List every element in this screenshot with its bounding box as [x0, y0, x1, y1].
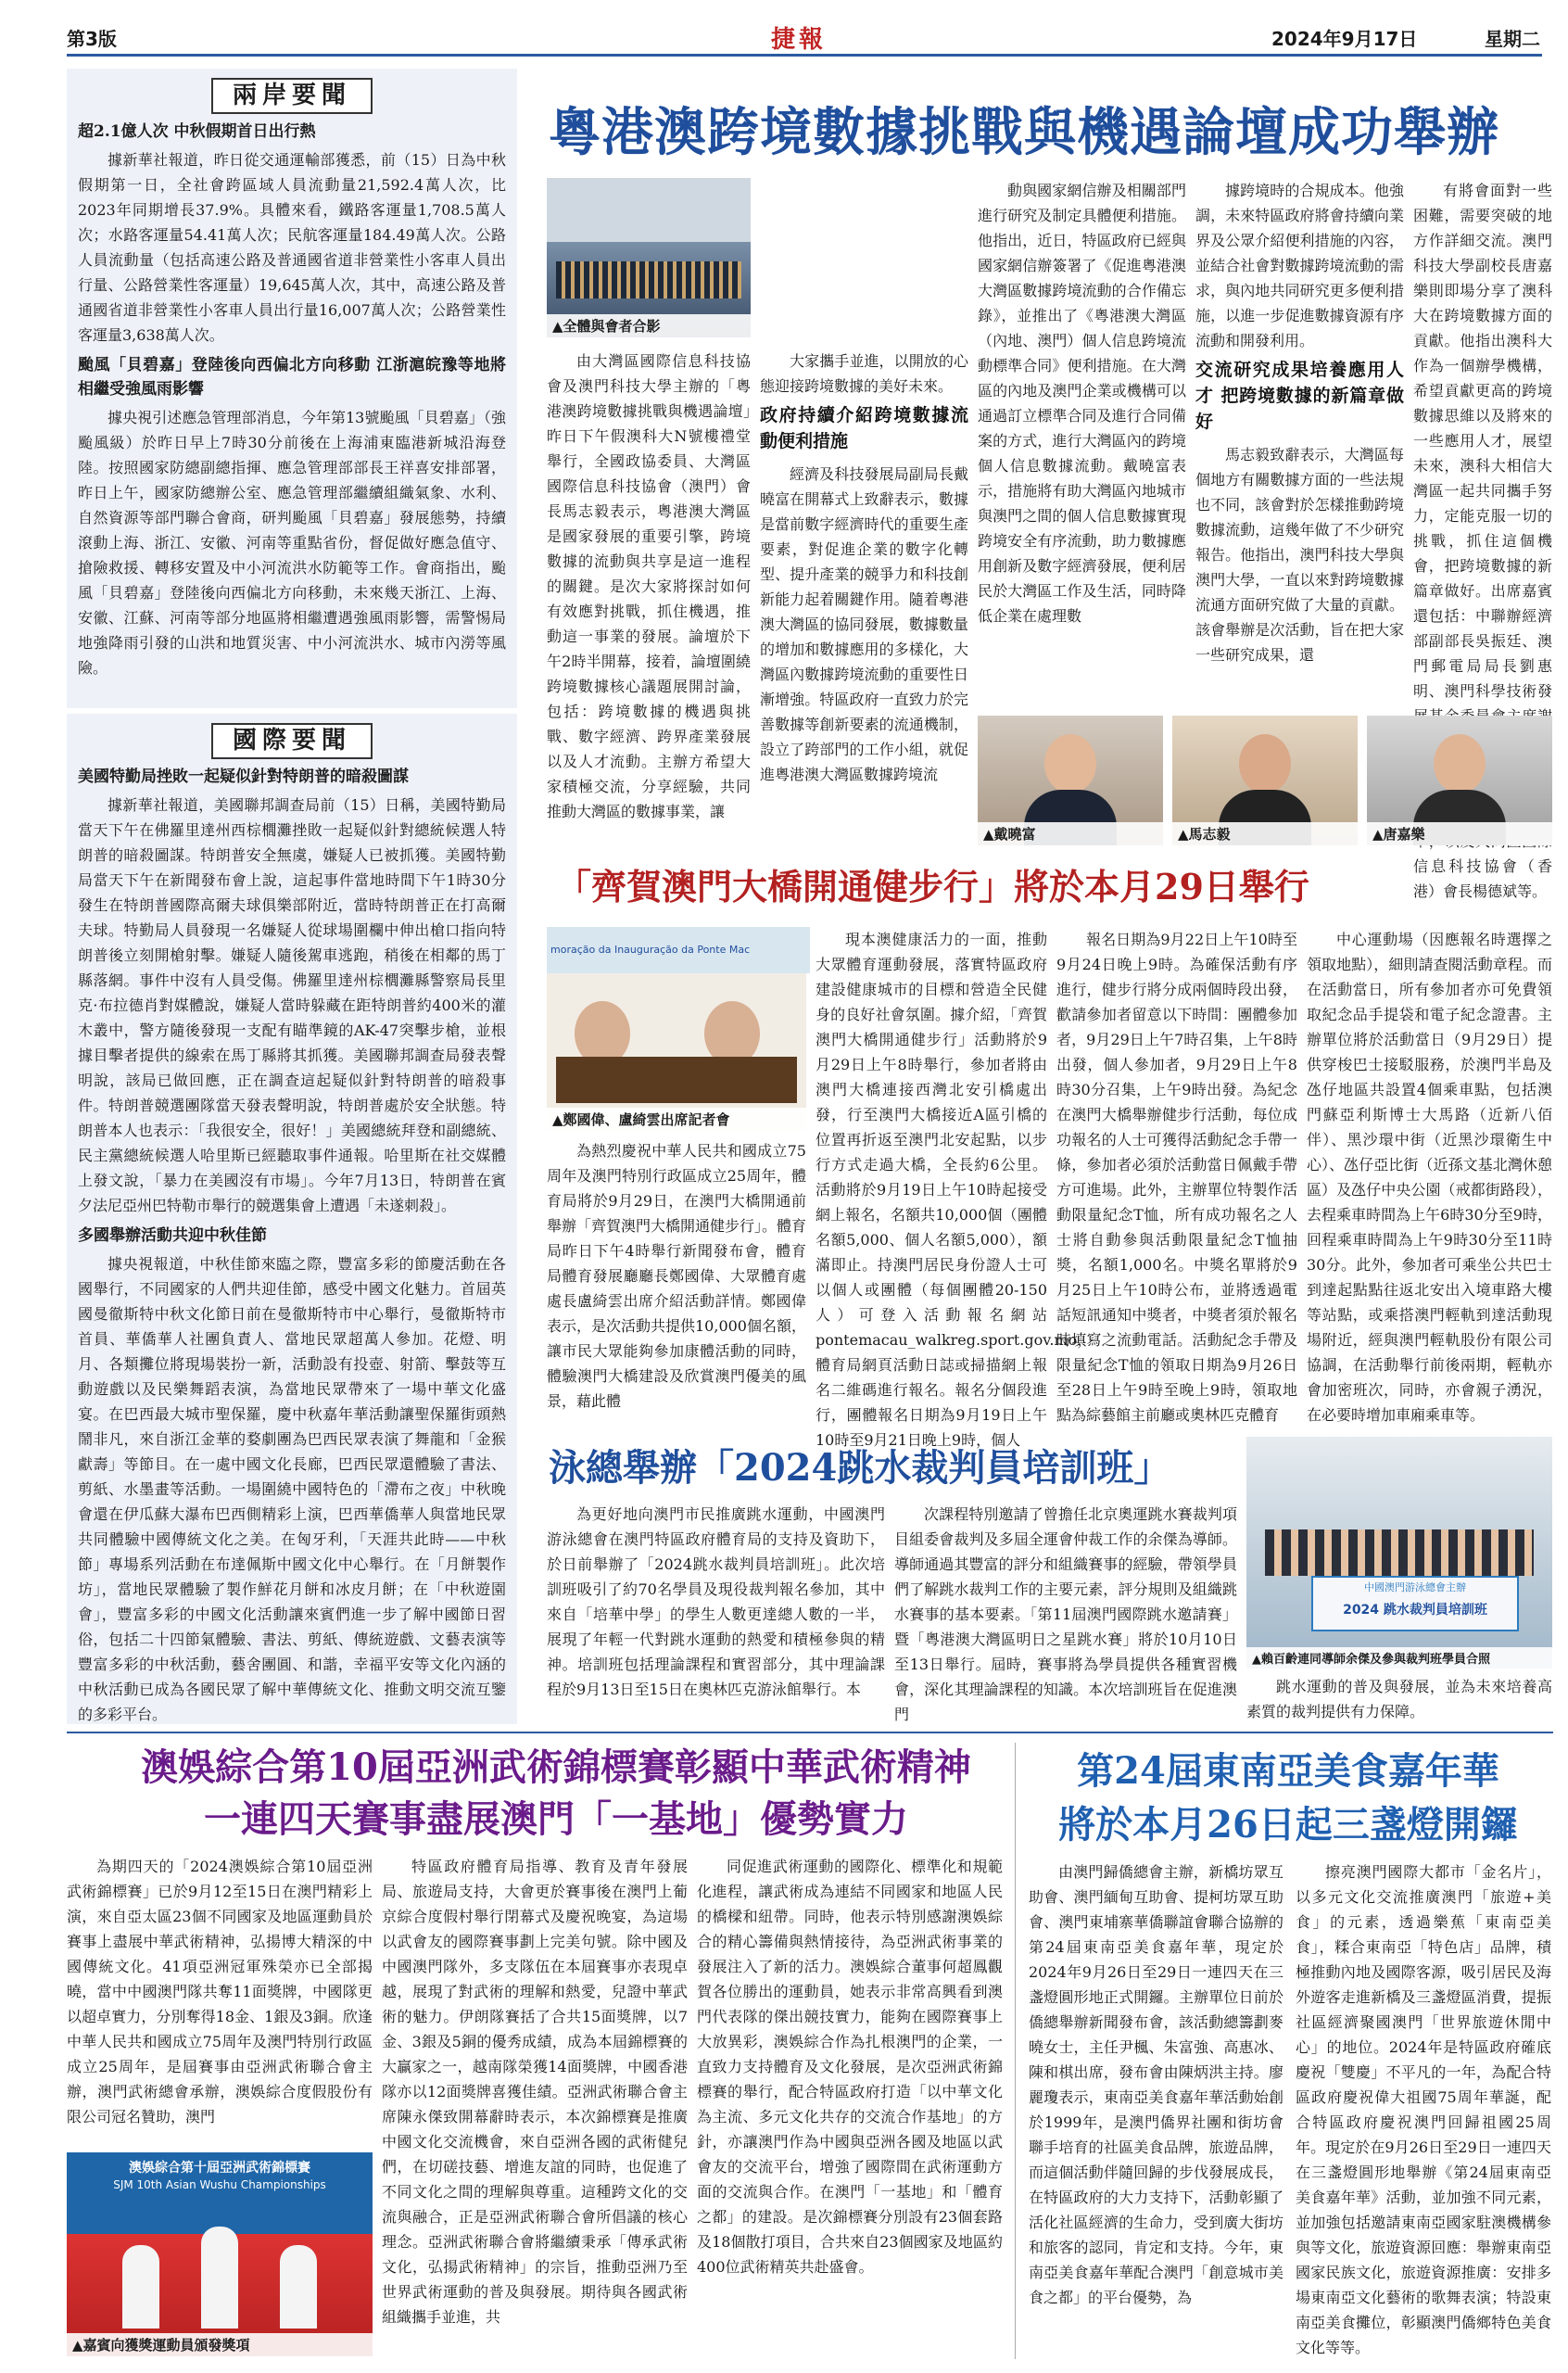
portrait-caption: ▲唐嘉樂	[1367, 822, 1552, 845]
bridge-col-3	[1056, 927, 1297, 1428]
article-text: 跳水運動的普及與發展，並為未來培養高素質的裁判提供有力保障。	[1246, 1678, 1552, 1720]
forum-col-1	[547, 349, 751, 820]
column-divider	[1015, 1743, 1016, 2359]
portrait-caption: ▲馬志毅	[1172, 822, 1358, 845]
newspaper-logo: 捷報	[771, 26, 828, 54]
food-headline-sub: 將於本月26日起三盞燈開鑼	[1058, 1803, 1518, 1846]
section-title-international: 國際要聞	[211, 723, 373, 759]
article-text: 擦亮澳門國際大都市「金名片」，以多元文化交流推廣澳門「旅遊+美食」的元素，透過樂蕉「東南亞美食」，糅合東南亞「特色店」品牌，積極推動內地及國際客源，吸引居民及海外遊客走進新橋及三盞燈區消費，提振社區經濟聚國澳門「世界旅遊休閒中心」的地位。2024年是特區政府確底慶祝「雙慶」不平凡的一年，為配合特區政府慶祝偉大祖國75周年華誕，配合特區政府慶祝澳門回歸祖國25周年。現定於在9月26日至29日一連四天在三盞燈圓形地舉辦《第24屆東南亞美食嘉年華》活動，並加強不同元素，並加強包括邀請東南亞國家駐澳機構參與等文化，旅遊資源回應：舉辦東南亞國家民族文化，旅遊資源推廣：安排多場東南亞文化藝術的歌舞表演；特設東南亞美食攤位，彰顯澳門僑鄉特色美食文化等等。	[1296, 1863, 1551, 2356]
article-text: 為熱烈慶祝中華人民共和國成立75周年及澳門特別行政區成立25周年，體育局將於9月29日，在澳門大橋開通前舉辦「齊賀澳門大橋開通健步行」。體育局昨日下午4時舉行新聞發布會，體育局體育發展廳廳長鄭國偉、大眾體育處處長盧綺雲出席介紹活動詳情。鄭國偉表示，是次活動共提供10,000個名額，讓市民大眾能夠參加康體活動的同時，體驗澳門大橋建設及欣賞澳門優美的風景，藉此體	[547, 1142, 807, 1410]
cross-strait-section	[67, 69, 517, 708]
article-text: 同促進武術運動的國際化、標準化和規範化進程，讓武術成為連結不同國家和地區人民的橋樑和紐帶。同時，他表示特別感謝澳娛綜合的精心籌備與熱情接待，為亞洲武術事業的發展注入了新的活力。澳娛綜合董事何超鳳觀賀各位勝出的運動員，她表示非常高興看到澳門代表隊的傑出競技實力，能夠在國際賽事上大放異彩，澳娛綜合作為扎根澳門的企業，一直致力支持體育及文化發展，是次亞洲武術錦標賽的舉行，配合特區政府打造「以中華文化為主流、多元文化共存的交流合作基地」的方針，亦讓澳門作為中國與亞洲各國及地區以武會友的交流平台，增強了國際間在武術運動方面的交流與合作。在澳門「一基地」和「體育之都」的建設。是次錦標賽分別設有23個套路及18個散打項目，合共來自23個國家及地區約400位武術精英共赴盛會。	[697, 1858, 1003, 2276]
diving-col-3	[1246, 1674, 1552, 1720]
news-title: 美國特勤局挫敗一起疑似針對特朗普的暗殺圖謀	[78, 768, 409, 786]
article-text: 經濟及科技發展局副局長戴曉富在開幕式上致辭表示，數據是當前數字經濟時代的重要生產要素，對促進企業的數字化轉型、提升產業的競爭力和科技創新能力起着關鍵作用。隨着粵港澳大灣區的協同發展，數據數量的增加和數據應用的多樣化，大灣區內數據跨境流動的重要性日漸增強。特區政府一直致力於完善數據等創新要素的流通機制，設立了跨部門的工作小組，就促進粵港澳大灣區數據跨境流	[760, 465, 968, 783]
forum-col-2	[760, 349, 968, 803]
photo-backdrop-banner: moração da Inauguração da Ponte Mac	[547, 927, 810, 973]
photo-banner-line: 2024 跳水裁判員培訓班	[1343, 1603, 1487, 1618]
diving-headline: 泳總舉辦「2024跳水裁判員培訓班」	[549, 1446, 1171, 1490]
wushu-col-2	[382, 1854, 688, 2359]
photo-banner-line: 中國澳門游泳總會主辦	[1364, 1581, 1466, 1593]
article-text: 中心運動場（因應報名時選擇之領取地點），細則請查閱活動章程。而在活動當日，所有參加者亦可免費領取紀念品手提袋和電子紀念證書。主辦單位將於活動當日（9月29日）提供穿梭巴士接駁服務，於澳門半島及氹仔地區共設置4個乘車點，包括澳門蘇亞利斯博士大馬路（近新八佰伴）、黑沙環中街（近黑沙環衛生中心）、氹仔亞比街（近孫文基北灣休憩區）及氹仔中央公園（戒都街路段），去程乘車時間為上午6時30分至9時，回程乘車時間為上午9時30分至11時30分。此外，參加者可乘坐公共巴士到達起點點往返北安出入境車路大樓等站點，或乘搭澳門輕軌到達活動現場附近，經與澳門輕軌股份有限公司協調，在活動舉行前後兩期，輕軌亦會加密班次，同時，亦會親子湧況，在必要時增加車廂乘車等。	[1307, 931, 1552, 1424]
wushu-award-photo	[67, 2152, 373, 2356]
section-divider	[67, 1732, 1553, 1733]
wushu-col-1	[67, 1854, 373, 2151]
news-body: 據新華社報道，美國聯邦調查局前（15）日稱，美國特勤局當天下午在佛羅里達州西棕櫚灘挫敗一起疑似針對總統候選人特朗普的暗殺圖謀。特朗普安全無虞，嫌疑人已被抓獲。美國特勤局當天下午在新聞發布會上說，這起事件當地時間下午1時30分發生在特朗普國際高爾夫球俱樂部附近，當時特朗普正在打高爾夫球。特勤局人員發現一名嫌疑人從球場圍欄中伸出槍口指向特朗普後立刻開槍射擊。嫌疑人隨後駕車逃跑，稍後在相鄰的馬丁縣落網。事件中沒有人員受傷。佛羅里達州棕櫚灘縣警察局長里克·布拉德肖對媒體說，嫌疑人當時躲藏在距特朗普約400米的灌木叢中，警方隨後發現一支配有瞄準鏡的AK-47突擊步槍，並根據目擊者提供的線索在馬丁縣將其抓獲。美國聯邦調查局發表聲明說，該局已做回應，正在調查這起疑似針對特朗普的暗殺事件。特朗普競選團隊當天發表聲明說，特朗普處於安全狀態。特朗普本人也表示：「我很安全，很好！」美國總統拜登和副總統、民主黨總統候選人哈里斯已經聽取事件通報。哈里斯在社交媒體上發文說，「暴力在美國沒有市場」。今年7月13日，特朗普在賓夕法尼亞州巴特勒市舉行的競選集會上遭遇「未遂刺殺」。	[78, 796, 506, 1214]
article-text: 現本澳健康活力的一面，推動大眾體育運動發展，落實特區政府建設健康城市的目標和營造全民健身的良好社會氛圍。據介紹，「齊賀澳門大橋開通健步行」活動將於9月29日上午8時舉行，參加者將由澳門大橋連接西灣北安引橋處出發，行至澳門大橋接近A區引橋的位置再折返至澳門北安起點，以步行方式走過大橋，全長約6公里。活動將於9月19日上午10時起接受網上報名，名額共10,000個（團體名額5,000、個人名額5,000），額滿即止。持澳門居民身份證人士可以個人或團體（每個團體20-150人）可登入活動報名網站pontemacau_walkreg.sport.gov.mo，體育局網頁活動日誌或掃描網上報名二維碼進行報名。報名分個段進行，團體報名日期為9月19日上午10時至9月21日晚上9時，個人	[816, 931, 1093, 1449]
issue-date: 2024年9月17日	[1271, 28, 1418, 50]
food-col-1	[1029, 1859, 1283, 2360]
food-col-2	[1296, 1859, 1551, 2360]
photo-caption: ▲全體與會者合影	[547, 314, 751, 337]
forum-col-4	[1195, 178, 1404, 706]
forum-group-photo	[547, 178, 751, 337]
bridge-col-4	[1307, 927, 1552, 1428]
bridge-col-2	[816, 927, 1093, 1449]
forum-col-3	[978, 178, 1186, 706]
subheading: 政府持續介紹跨境數據流動便利措施	[760, 405, 968, 451]
portrait-photo	[1367, 716, 1552, 845]
photo-caption: ▲嘉賓向獲獎運動員頒發獎項	[67, 2333, 373, 2356]
subheading: 交流研究成果培養應用人才 把跨境數據的新篇章做好	[1195, 360, 1404, 432]
wushu-col-3	[697, 1854, 1003, 2359]
portrait-caption: ▲戴曉富	[978, 822, 1163, 845]
news-title: 颱風「貝碧嘉」登陸後向西偏北方向移動 江浙滬皖豫等地將相繼受強風雨影響	[78, 356, 506, 399]
article-text: 據跨境時的合規成本。他強調，未來特區政府將會持續向業界及公眾介紹便利措施的內容，並結合社會對數據跨境流動的需求，與內地共同研究更多便利措施，以進一步促進數據資源有序流動和開發利用。	[1195, 182, 1404, 349]
page-number: 第3版	[67, 28, 117, 50]
international-section	[67, 714, 517, 1724]
bridge-col-1	[547, 1138, 806, 1426]
article-text: 大家攜手並進，以開放的心態迎接跨境數據的美好未來。	[760, 352, 968, 395]
photo-caption: ▲鄭國偉、盧綺雲出席記者會	[547, 1108, 806, 1131]
weekday: 星期二	[1485, 28, 1540, 50]
bridge-headline: 「齊賀澳門大橋開通健步行」將於本月29日舉行	[556, 866, 1309, 907]
photo-caption: ▲賴百齡連同導師余傑及參與裁判班學員合照	[1246, 1647, 1552, 1669]
article-text: 特區政府體育局指導、教育及青年發展局、旅遊局支持，大會更於賽事後在澳門上葡京綜合度假村舉行閉幕式及慶祝晚宴，為這場以武會友的國際賽事劃上完美句號。除中國及中國澳門隊外，多支隊伍在本屆賽事亦表現卓越，展現了對武術的理解和熱愛，兒證中華武術的魅力。伊朗隊賽括了合共15面獎牌，以7金、3銀及5銅的優秀成績，成為本屆錦標賽的大贏家之一，越南隊榮獲14面獎牌，中國香港隊亦以12面獎牌喜獲佳績。亞洲武術聯合會主席陳永傑致開幕辭時表示，本次錦標賽是推廣中國文化交流機會，來自亞洲各國的武術健兒們，在切磋技藝、增進友誼的同時，也促進了不同文化之間的理解與尊重。這種跨文化的交流與融合，正是亞洲武術聯合會所倡議的核心理念。亞洲武術聯合會將繼續秉承「傳承武術文化，弘揚武術精神」的宗旨，推動亞洲乃至世界武術運動的普及與發展。期待與各國武術組織攜手並進，共	[382, 1858, 688, 2326]
article-text: 由大灣區國際信息科技協會及澳門科技大學主辦的「粵港澳跨境數據挑戰與機遇論壇」昨日下午假澳科大N號樓禮堂舉行，全國政協委員、大灣區國際信息科技協會（澳門）會長馬志毅表示，粵港澳大灣區是國家發展的重要引擎，跨境數據的流動與共享是這一進程的關鍵。是次大家將探討如何有效應對挑戰，抓住機遇，推動這一事業的發展。論壇於下午2時半開幕，接着，論壇圍繞跨境數據核心議題展開討論，包括：跨境數據的機遇與挑戰、數字經濟、跨界產業發展以及人才流動。主辦方希望大家積極交流，分享經驗，共同推動大灣區的數據事業，讓	[547, 352, 751, 820]
news-title: 超2.1億人次 中秋假期首日出行熱	[78, 122, 316, 141]
wushu-headline-main: 澳娛綜合第10屆亞洲武術錦標賽彰顯中華武術精神	[141, 1745, 971, 1789]
portrait-photo	[978, 716, 1163, 845]
article-text: 馬志毅致辭表示，大灣區每個地方有關數據方面的一些法規也不同，該會對於怎樣推動跨境數據流動，這幾年做了不少研究報告。他指出，澳門科技大學與澳門大學，一直以來對跨境數據流通方面研究做了大量的貢獻。該會舉辦是次活動，旨在把大家一些研究成果，還	[1195, 446, 1404, 664]
news-body: 據新華社報道，昨日從交通運輸部獲悉，前（15）日為中秋假期第一日，全社會跨區域人員流動量21,592.4萬人次，比2023年同期增長37.9%。具體來看，鐵路客運量1,708.5萬人次；水路客運量54.41萬人次；民航客運量184.49萬人次。公路人員流動量（包括高速公路及普通國省道非營業性小客車人員出行量、公路營業性客運量）19,645萬人次，其中，高速公路及普通國省道非營業性小客車人員出行量16,007萬人次；公路營業性客運量3,638萬人次。	[78, 151, 506, 344]
masthead	[67, 19, 1542, 57]
section-title-cross-strait: 兩岸要聞	[211, 78, 373, 114]
forum-col-5	[1413, 178, 1552, 900]
portrait-photo	[1172, 716, 1358, 845]
news-body: 據央視報道，中秋佳節來臨之際，豐富多彩的節慶活動在各國舉行，不同國家的人們共迎佳節，感受中國文化魅力。首屆英國曼徹斯特中秋文化節日前在曼徹斯特市中心舉行，曼徹斯特市首員、華僑華人社團負責人、當地民眾超萬人參加。花燈、明月、各類攤位將現場裝扮一新，活動設有投壺、射箭、擊鼓等互動遊戲以及民樂舞蹈表演，為當地民眾帶來了一場中華文化盛宴。在巴西最大城市聖保羅，慶中秋嘉年華活動讓聖保羅街頭熱鬧非凡，來自浙江金華的婺劇團為巴西民眾表演了舞龍和「金猴獻壽」等節目。在一處中國文化長廊，巴西民眾還體驗了書法、剪紙、水墨畫等活動。一場圍繞中國特色的「滯布之夜」中秋晚會還在伊瓜蘇大瀑布巴西側精彩上演，巴西華僑華人與當地民眾共同體驗中國傳統文化之美。在匈牙利，「天涯共此時——中秋節」專場系列活動在布達佩斯中國文化中心舉行。在「月餅製作坊」，當地民眾體驗了製作鮮花月餅和冰皮月餅；在「中秋遊園會」，豐富多彩的中國文化活動讓來賓們進一步了解中國節日習俗，包括二十四節氣體驗、書法、剪紙、傳統遊戲、文藝表演等豐富多彩的中秋活動，藝舍團圓、和諧，幸福平安等文化內涵的中秋活動已成為各國民眾了解中華傳統文化、推動文明交流互鑒的多彩平台。	[78, 1255, 506, 1723]
photo-banner: SJM 10th Asian Wushu Championships	[113, 2178, 326, 2191]
article-text: 報名日期為9月22日上午10時至9月24日晚上9時。為確保活動有序進行，健步行將分成兩個時段出發，歡請參加者留意以下時間：團體參加者，9月29日上午7時召集，上午8時出發，個人參加者，9月29日上午8時30分召集，上午9時出發。為紀念在澳門大橋舉辦健步行活動，每位成功報名的人士可獲得活動紀念手帶一條，參加者必須於活動當日佩戴手帶方可進場。此外，主辦單位特製作活動限量紀念T恤，所有成功報名之人士將自動參與活動限量紀念T恤抽獎，名額1,000名。中獎名單將於9月25日上午10時公布，並將透過電話短訊通知中獎者，中獎者須於報名時填寫之流動電話。活動紀念手帶及限量紀念T恤的領取日期為9月26日至28日上午9時至晚上9時，領取地點為綜藝館主前廳或奧林匹克體育	[1056, 931, 1297, 1424]
food-headline-main: 第24屆東南亞美食嘉年華	[1077, 1749, 1499, 1793]
article-text: 動與國家網信辦及相關部門進行研究及制定具體便利措施。他指出，近日，特區政府已經與國家網信辦簽署了《促進粵港澳大灣區數據跨境流動的合作備忘錄》，並推出了《粵港澳大灣區（內地、澳門）個人信息跨境流動標準合同》便利措施。在大灣區的內地及澳門企業或機構可以通過訂立標準合同及進行合同備案的方式，進行大灣區內的跨境個人信息數據流動。戴曉富表示，措施將有助大灣區內地城市與澳門之間的個人信息數據實現跨境安全有序流動，助力數據應用創新及數字經濟發展，便利居民於大灣區工作及生活，同時降低企業在處理數	[978, 182, 1186, 625]
bridge-press-photo	[547, 927, 806, 1131]
article-text: 為期四天的「2024澳娛綜合第10屆亞洲武術錦標賽」已於9月12至15日在澳門精彩上演，來自亞太區23個不同國家及地區運動員於賽事上盡展中華武術精神，弘揚博大精深的中國傳統文化。41項亞洲冠軍殊榮亦已全部揭曉，當中中國澳門隊共奪11面獎牌，中國隊更以超卓實力，分別奪得18金、1銀及3銅。欣逢中華人民共和國成立75周年及澳門特別行政區成立25周年，是屆賽事由亞洲武術聯合會主辦，澳門武術總會承辦，澳娛綜合度假股份有限公司冠名贊助，澳門	[67, 1858, 373, 2126]
news-body: 據央視引述應急管理部消息，今年第13號颱風「貝碧嘉」（強颱風級）於昨日早上7時30分前後在上海浦東臨港新城沿海登陸。按照國家防總副總指揮、應急管理部部長王祥喜安排部署，昨日上午，國家防總辦公室、應急管理部繼續組織氣象、水利、自然資源等部門聯合會商，研判颱風「貝碧嘉」發展態勢，持續滾動上海、浙江、安徽、河南等重點省份，督促做好應急值守、搶險救援、轉移安置及中小河流洪水防範等工作。會商指出，颱風「貝碧嘉」登陸後向西偏北方向移動，未來幾天浙江、上海、安徽、江蘇、河南等部分地區將相繼遭遇強風雨影響，需警惕局地強降雨引發的山洪和地質災害、中小河流洪水、城市內澇等風險。	[78, 409, 506, 677]
article-text: 有將會面對一些困難，需要突破的地方作詳細交流。澳門科技大學副校長唐嘉樂則即場分享了澳科大在跨境數據方面的貢獻。他指出澳科大作為一個辦學機構，希望貢獻更高的跨境數據思維以及將來的一些應用人才，展望未來，澳科大相信大灣區一起共同攜手努力，定能克服一切的挑戰，抓住這個機會，把跨境數據的新篇章做好。出席嘉賓還包括：中聯辦經濟部副部長吳振廷、澳門郵電局局長劉惠明、澳門科學技術發 信息科技協會（香港）會長楊德斌等。	[1413, 182, 1552, 900]
diving-group-photo	[1246, 1437, 1552, 1669]
news-title: 多國舉辦活動共迎中秋佳節	[78, 1226, 267, 1245]
article-text: 由澳門歸僑總會主辦，新橋坊眾互助會、澳門緬甸互助會、提柯坊眾互助會、澳門東埔寨華僑聯誼會聯合協辦的第24屆東南亞美食嘉年華，現定於2024年9月26日至29日一連四天在三盞燈圓形地正式開鑼。主辦單位日前於僑總舉辦新聞發布會，該活動總籌劃麥曉女士，主任尹楓、朱富強、高惠冰、陳和棋出席，發布會由陳炳洪主持。廖麗瓊表示，東南亞美食嘉年華活動始創於1999年，是澳門僑界社團和街坊會聯手培育的社區美食品牌，旅遊品牌，而這個活動伴隨回歸的步伐發展成長，在特區政府的大力支持下，活動彰顯了活化社區經濟的生命力，受到廣大街坊和旅客的認同，肯定和支持。今年，東南亞美食嘉年華配合澳門「創意城市美食之都」的平台優勢，為	[1029, 1863, 1283, 2306]
article-text: 次課程特別邀請了曾擔任北京奧運跳水賽裁判項目組委會裁判及多屆全運會仲裁工作的余傑為導師。導師通過其豐富的評分和組織賽事的經驗，帶領學員們了解跳水裁判工作的主要元素，評分規則及組織跳水賽事的基本要素。「第11屆澳門國際跳水邀請賽」暨「粵港澳大灣區明日之星跳水賽」將於10月10日至13日舉行。屆時，賽事將為學員提供各種實習機會，深化其理論課程的知識。本次培訓班旨在促進澳門	[894, 1505, 1237, 1723]
article-text: 為更好地向澳門市民推廣跳水運動，中國澳門游泳總會在澳門特區政府體育局的支持及資助下，於日前舉辦了「2024跳水裁判員培訓班」。此次培訓班吸引了約70名學員及現役裁判報名參加，其中來自「培華中學」的學生人數更達總人數的一半，展現了年輕一代對跳水運動的熱愛和積極參與的精神。培訓班包括理論課程和實習部分，其中理論課程於9月13日至15日在奧林匹克游泳館舉行。本	[547, 1505, 885, 1698]
wushu-headline-sub: 一連四天賽事盡展澳門「一基地」優勢實力	[204, 1797, 908, 1841]
diving-col-2	[894, 1502, 1237, 1723]
photo-banner-zh: 澳娛綜合第十屆亞洲武術錦標賽	[129, 2161, 310, 2176]
forum-headline: 粵港澳跨境數據挑戰與機遇論壇成功舉辦	[549, 102, 1499, 163]
diving-col-1	[547, 1502, 885, 1706]
